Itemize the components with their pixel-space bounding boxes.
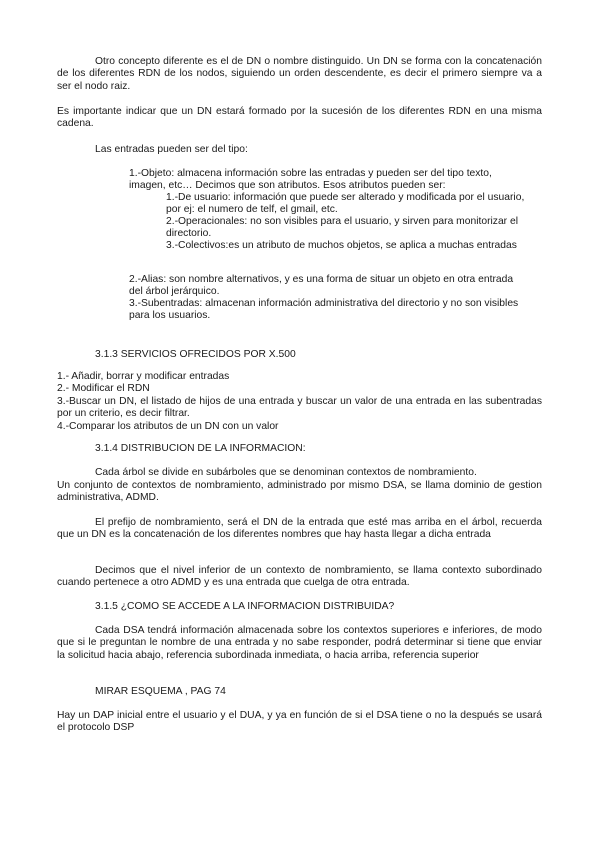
heading-3-1-3: 3.1.3 SERVICIOS OFRECIDOS POR X.500 (95, 349, 296, 360)
service-item-4: 4.-Comparar los atributos de un DN con un valor (57, 420, 279, 432)
list-item-subentradas: 3.-Subentradas: almacenan información administrativa del directorio y no son visibles para los usuarios. (129, 298, 519, 322)
paragraph-entry-types-intro: Las entradas pueden ser del tipo: (95, 144, 248, 155)
list-subitem-colectivos: 3.-Colectivos:es un atributo de muchos objetos, se aplica a muchas entradas (166, 240, 517, 251)
list-item-alias: 2.-Alias: son nombre alternativos, y es una forma de situar un objeto en otra entrada del árbol jerárquico. (129, 274, 514, 298)
paragraph-dap-dsp: Hay un DAP inicial entre el usuario y el DUA, y ya en función de si el DSA tiene o no la después se usará el protocolo DSP (57, 710, 542, 734)
paragraph-see-scheme: MIRAR ESQUEMA , PAG 74 (95, 686, 226, 697)
paragraph-dsa-info: Cada DSA tendrá información almacenada sobre los contextos superiores e inferiores, de modo que si le preguntan le nombre de una entrada y no sabe responder, podrá determinar si tiene que enviar la solicitud hacia abajo, referencia subordinada inmediata, o hacia arriba, referencia superior (57, 625, 542, 661)
heading-3-1-4: 3.1.4 DISTRIBUCION DE LA INFORMACION: (95, 443, 306, 454)
list-subitem-usuario: 1.-De usuario: información que puede ser alterado y modificada por el usuario, por ej: el numero de telf, el gmail, etc. (166, 192, 525, 216)
paragraph-admd: Un conjunto de contextos de nombramiento, administrado por mismo DSA, se llama dominio de gestion administrativa, ADMD. (57, 480, 542, 504)
list-item-objeto: 1.-Objeto: almacena información sobre las entradas y pueden ser del tipo texto, imagen, etc… Decimos que son atributos. Esos atributos pueden ser: (129, 168, 492, 192)
paragraph-dn-definition: Otro concepto diferente es el de DN o nombre distinguido. Un DN se forma con la concatenación de los diferentes RDN de los nodos, siguiendo un orden descendente, es decir el primero siempre va a ser el nodo raiz. (57, 56, 542, 92)
paragraph-subtrees: Cada árbol se divide en subárboles que se denominan contextos de nombramiento. (95, 467, 477, 478)
paragraph-naming-prefix: El prefijo de nombramiento, será el DN de la entrada que esté mas arriba en el árbol, recuerda que un DN es la concatenación de los diferentes nombres que hay hasta llegar a dicha entrada (57, 517, 542, 541)
service-item-3: 3.-Buscar un DN, el listado de hijos de una entrada y buscar un valor de una entrada en las subentradas por un criterio, es decir filtrar. (57, 395, 542, 420)
heading-3-1-5: 3.1.5 ¿COMO SE ACCEDE A LA INFORMACION DISTRIBUIDA? (95, 601, 395, 612)
list-subitem-operacionales: 2.-Operacionales: no son visibles para el usuario, y sirven para monitorizar el directorio. (166, 216, 518, 240)
services-list (57, 371, 542, 433)
service-item-1: 1.- Añadir, borrar y modificar entradas (57, 371, 230, 382)
paragraph-dn-chain: Es importante indicar que un DN estará formado por la sucesión de los diferentes RDN en una misma cadena. (57, 106, 542, 130)
paragraph-subordinate-context: Decimos que el nivel inferior de un contexto de nombramiento, se llama contexto subordinado cuando pertenece a otro ADMD y es una entrada que cuelga de otra entrada. (57, 565, 542, 589)
service-item-2: 2.- Modificar el RDN (57, 383, 150, 395)
